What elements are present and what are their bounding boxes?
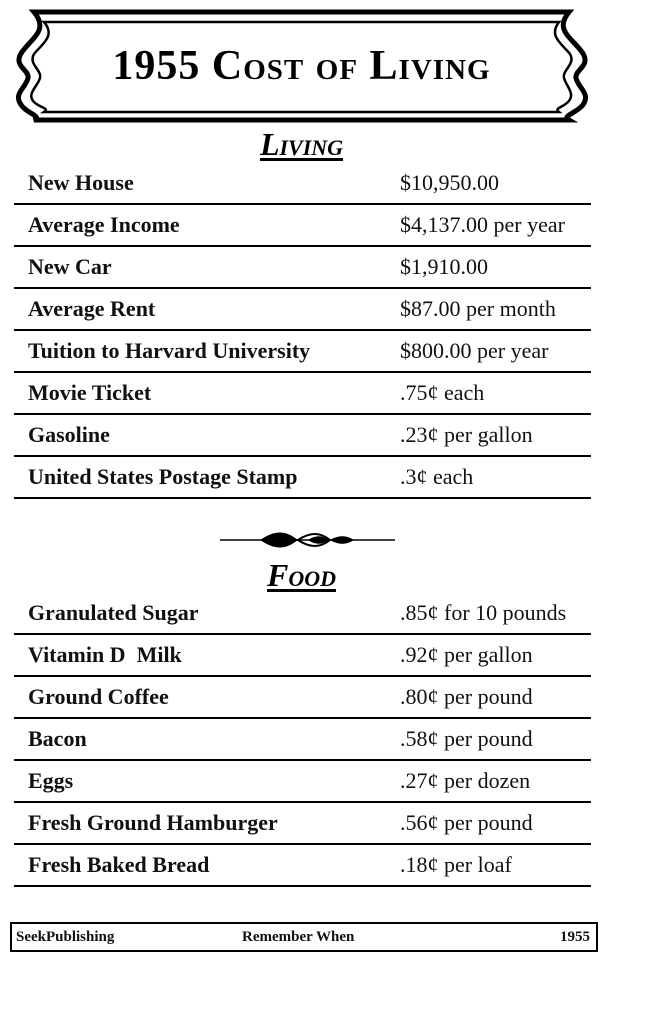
item-name: Fresh Ground Hamburger [28, 810, 278, 835]
item-price: .56¢ per pound [400, 810, 533, 835]
table-row [14, 457, 591, 499]
table-row [14, 205, 591, 247]
table-row [14, 415, 591, 457]
item-price: .27¢ per dozen [400, 768, 531, 793]
item-name: Granulated Sugar [28, 600, 199, 625]
item-price: .23¢ per gallon [400, 422, 533, 447]
item-price: .75¢ each [400, 380, 485, 405]
item-price: .18¢ per loaf [400, 852, 512, 877]
item-name: Ground Coffee [28, 684, 169, 709]
footer-series: Remember When [242, 929, 355, 945]
ornamental-divider [220, 528, 395, 552]
title-banner [14, 8, 589, 123]
item-name: Vitamin D Milk [28, 642, 182, 667]
item-name: Average Rent [28, 296, 156, 321]
table-row [14, 247, 591, 289]
footer-publisher: SeekPublishing [16, 929, 115, 945]
food-table [14, 593, 591, 887]
table-row [14, 719, 591, 761]
item-price: .92¢ per gallon [400, 642, 533, 667]
item-name: Average Income [28, 212, 180, 237]
item-price: .80¢ per pound [400, 684, 533, 709]
living-table [14, 163, 591, 499]
item-price: .85¢ for 10 pounds [400, 600, 567, 625]
section-heading-living: Living [259, 126, 344, 162]
item-price: $4,137.00 per year [400, 212, 565, 237]
item-price: $800.00 per year [400, 338, 549, 363]
table-row [14, 289, 591, 331]
table-row [14, 373, 591, 415]
item-price: $87.00 per month [400, 296, 556, 321]
table-row [14, 803, 591, 845]
footer-bar [10, 922, 598, 952]
item-name: Bacon [28, 726, 87, 751]
item-name: United States Postage Stamp [28, 464, 298, 489]
footer-year: 1955 [560, 929, 590, 945]
table-row [14, 761, 591, 803]
item-name: New House [28, 170, 134, 195]
table-row [14, 677, 591, 719]
table-row [14, 163, 591, 205]
item-name: Tuition to Harvard University [28, 338, 311, 363]
page-title: 1955 Cost of Living [112, 43, 491, 89]
item-name: Fresh Baked Bread [28, 852, 210, 877]
item-name: Gasoline [28, 422, 110, 447]
item-name: Movie Ticket [28, 380, 152, 405]
table-row [14, 845, 591, 887]
section-heading-food: Food [266, 557, 336, 593]
item-price: $1,910.00 [400, 254, 488, 279]
item-name: New Car [28, 254, 112, 279]
table-row [14, 593, 591, 635]
item-price: .58¢ per pound [400, 726, 533, 751]
table-row [14, 331, 591, 373]
table-row [14, 635, 591, 677]
item-price: $10,950.00 [400, 170, 499, 195]
item-price: .3¢ each [400, 464, 474, 489]
item-name: Eggs [28, 768, 74, 793]
